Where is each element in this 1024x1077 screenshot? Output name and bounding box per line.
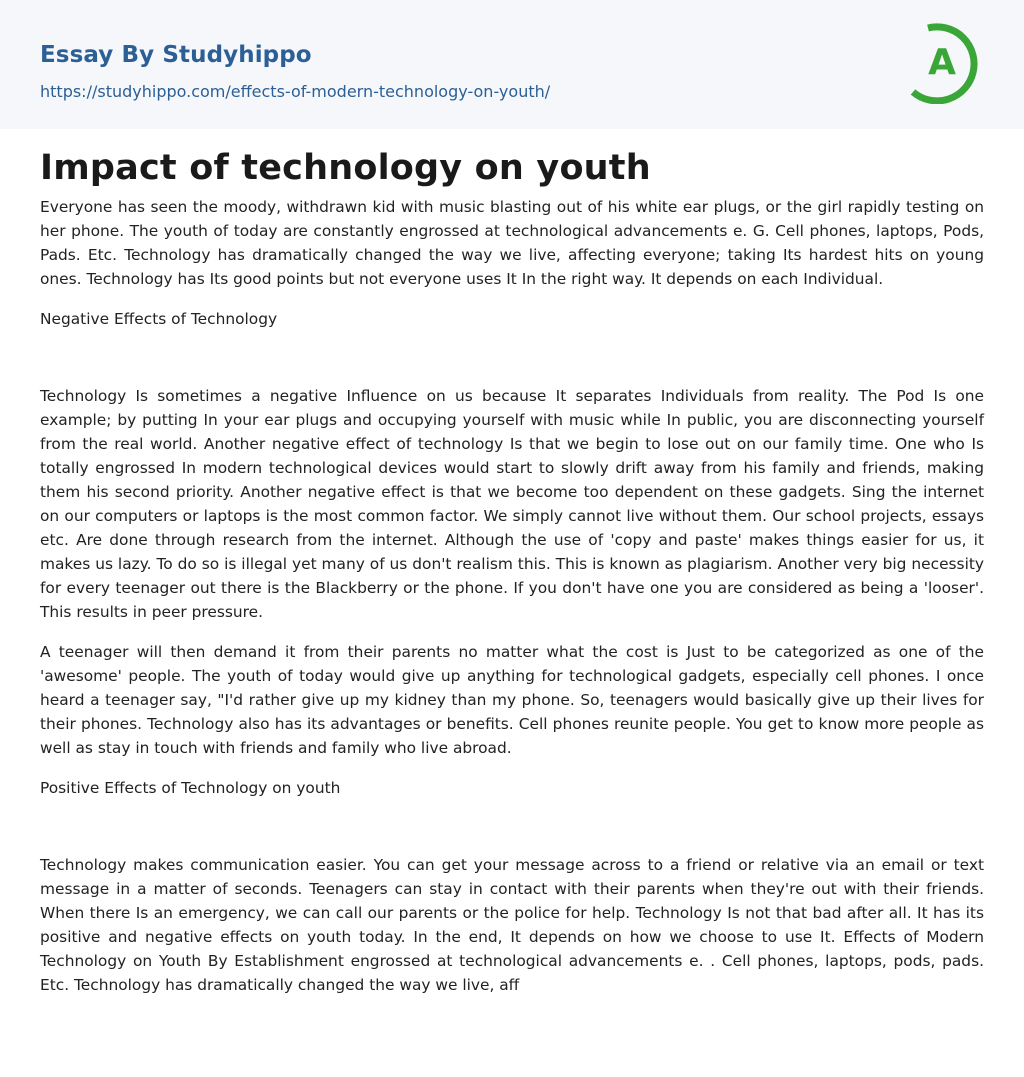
section-heading-positive: Positive Effects of Technology on youth [40,779,341,797]
paragraph-negative: Technology Is sometimes a negative Influence on us because It separates Individuals from reality. The Pod Is one example; by putting In your ear plugs and occupying yourself with music while In public, you are disconnecting yourself from the real world. Another negative effect of technology Is that we begin to lose out on our family time. One who Is totally engrossed In modern technological devices would start to slowly drift away from his family and friends, making them his second priority. Another negative effect is that we become too dependent on these gadgets. Sing the internet on our computers or laptops is the most common factor. We simply cannot live without them. Our school projects, essays etc. Are done through research from the internet. Although the use of 'copy and paste' makes things easier for us, it makes us lazy. To do so is illegal yet many of us don't realism this. This is known as plagiarism. Another very big necessity for every teenager out there is the Blackberry or the phone. If you don't have one you are considered as being a 'looser'. This results in peer pressure. [40,387,984,621]
studyhippo-logo-icon[interactable] [900,20,984,104]
paragraph-teenager: A teenager will then demand it from their parents no matter what the cost is Just to be categorized as one of the 'awesome' people. The youth of today would give up anything for technological gadgets, especially cell phones. I once heard a teenager say, "I'd rather give up my kidney than my phone. So, teenagers would basically give up their lives for their phones. Technology also has its advantages or benefits. Cell phones reunite people. You get to know more people as well as stay in touch with friends and family who live abroad. [40,643,984,757]
article [0,148,1024,997]
paragraph-intro: Everyone has seen the moody, withdrawn kid with music blasting out of his white ear plugs, or the girl rapidly testing on her phone. The youth of today are constantly engrossed at technological advancements e. G. Cell phones, laptops, Pods, Pads. Etc. Technology has dramatically changed the way we live, affecting everyone; taking Its hardest hits on young ones. Technology has Its good points but not everyone uses It In the right way. It depends on each Individual. [40,198,984,288]
brand-title[interactable]: Essay By Studyhippo [40,42,312,68]
essay-url-link[interactable]: https://studyhippo.com/effects-of-modern-technology-on-youth/ [40,82,551,101]
article-title: Impact of technology on youth [40,148,651,188]
logo-letter: A [928,42,956,83]
paragraph-positive: Technology makes communication easier. You can get your message across to a friend or relative via an email or text message in a matter of seconds. Teenagers can stay in contact with their parents when they're out with their friends. When there Is an emergency, we can call our parents or the police for help. Technology Is not that bad after all. It has its positive and negative effects on youth today. In the end, It depends on how we choose to use It. Effects of Modern Technology on Youth By Establishment engrossed at technological advancements e. . Cell phones, laptops, pods, pads. Etc. Technology has dramatically changed the way we live, aff [40,856,984,994]
site-header [0,0,1024,129]
section-heading-negative: Negative Effects of Technology [40,310,278,328]
